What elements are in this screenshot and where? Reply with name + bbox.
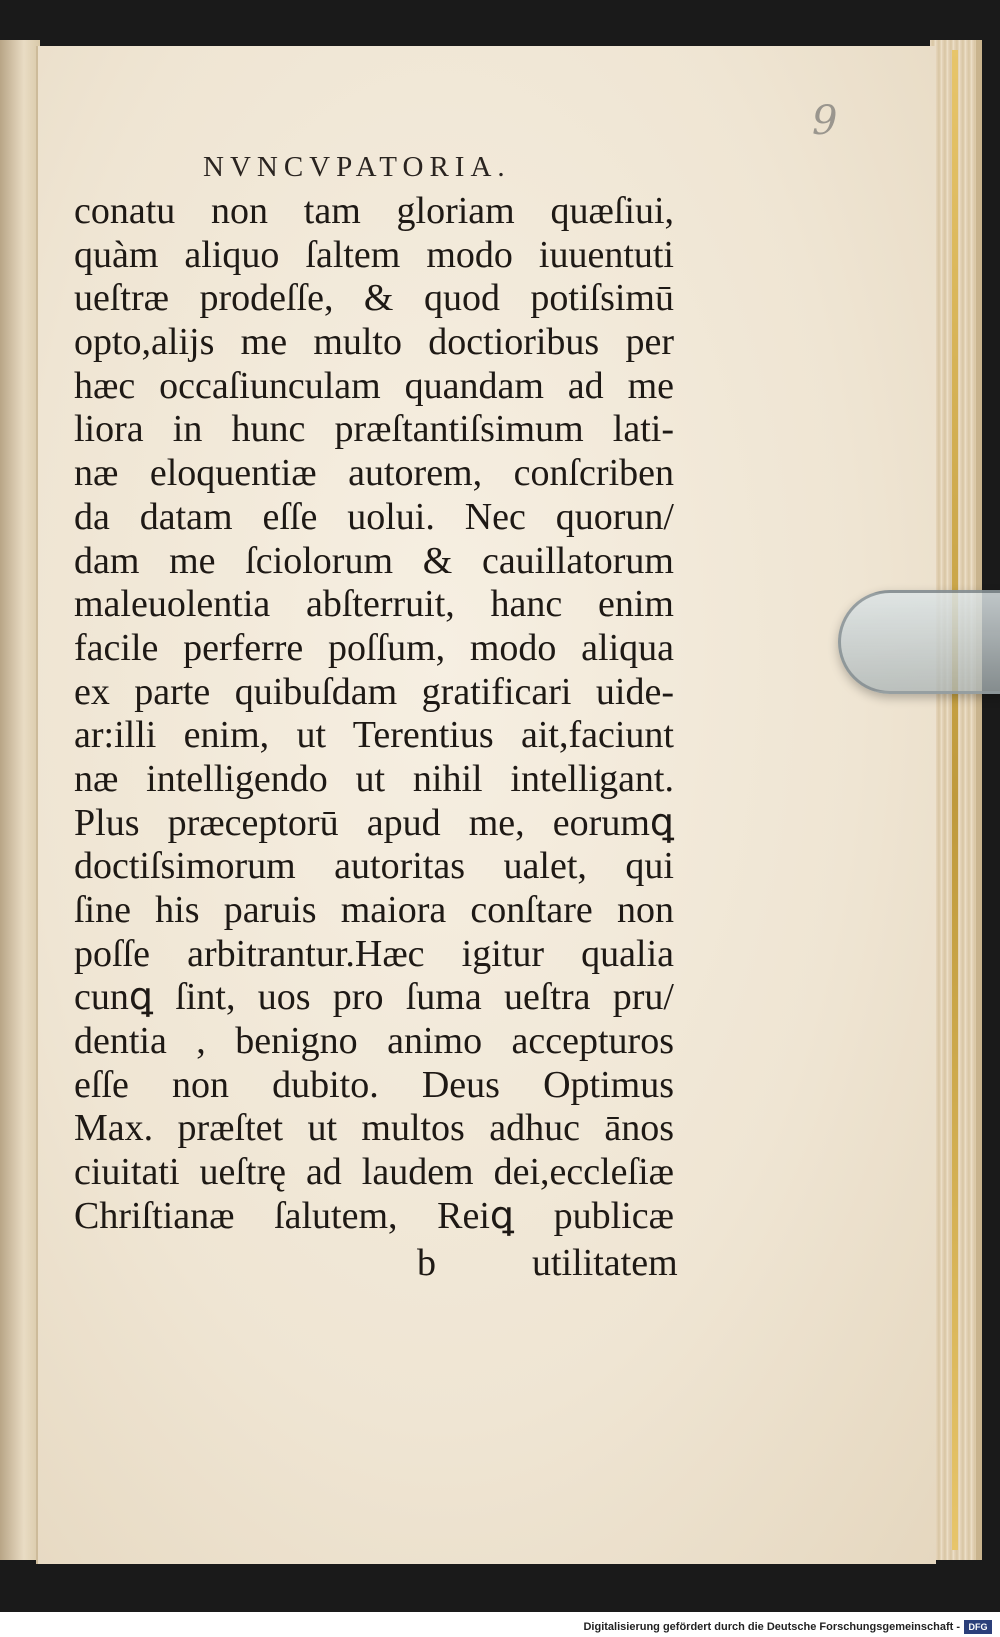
catchword: utilitatem [532,1242,678,1284]
text-line: opto,alijs me multo doctioribus per [74,321,674,364]
text-line: maleuolentia abſterruit, hanc enim [74,583,674,626]
bookmark-clip [838,590,1000,694]
text-line: ciuitati ueſtrę ad laudem dei,eccleſiæ [74,1151,674,1194]
text-line: ſine his paruis maiora conſtare non [74,889,674,931]
text-line: Max. præſtet ut multos adhuc ānos [74,1107,674,1150]
text-line: ueſtræ prodeſſe, & quod potiſsimū [74,277,674,320]
text-line: poſſe arbitrantur.Hæc igitur qualia [74,932,674,975]
gilt-edge [952,50,958,1550]
text-line: conatu non tam gloriam quæſiui, [74,190,674,232]
catchline [74,1241,678,1285]
text-line: næ intelligendo ut nihil intelligant. [74,757,674,800]
text-line: dam me ſciolorum & cauillatorum [74,539,674,582]
text-line: dentia , benigno animo accepturos [74,1020,674,1063]
folio-number: 9 [812,98,838,144]
text-line: eſſe non dubito. Deus Optimus [74,1063,674,1106]
book-page [36,46,936,1564]
text-line: Chriſtianæ ſalutem, Reiꝗ publicæ [74,1194,674,1237]
text-line: hæc occaſiunculam quandam ad me [74,364,674,407]
text-line: doctiſsimorum autoritas ualet, qui [74,845,674,888]
text-line: facile perferre poſſum, modo aliqua [74,626,674,669]
text-line: cunꝗ ſint, uos pro ſuma ueſtra pru/ [74,976,674,1019]
running-head: NVNCVPATORIA. [203,151,511,183]
signature-mark: b [417,1242,436,1284]
digitization-credit: Digitalisierung gefördert durch die Deutsche Forschungsgemeinschaft - [583,1621,960,1633]
text-line: quàm aliquo ſaltem modo iuuentuti [74,233,674,276]
text-line: liora in hunc præſtantiſsimum lati- [74,408,674,451]
body-text [74,190,674,1239]
text-line: ar:illi enim, ut Terentius ait,faciunt [74,714,674,757]
text-line: ex parte quibuſdam gratificari uide- [74,670,674,713]
book-spine [0,40,40,1560]
dfg-logo: DFG [964,1620,992,1634]
text-line: da datam eſſe uolui. Nec quorun/ [74,495,674,538]
text-line: Plus præceptorū apud me, eorumꝗ [74,801,674,844]
text-line: næ eloquentiæ autorem, conſcriben [74,452,674,495]
